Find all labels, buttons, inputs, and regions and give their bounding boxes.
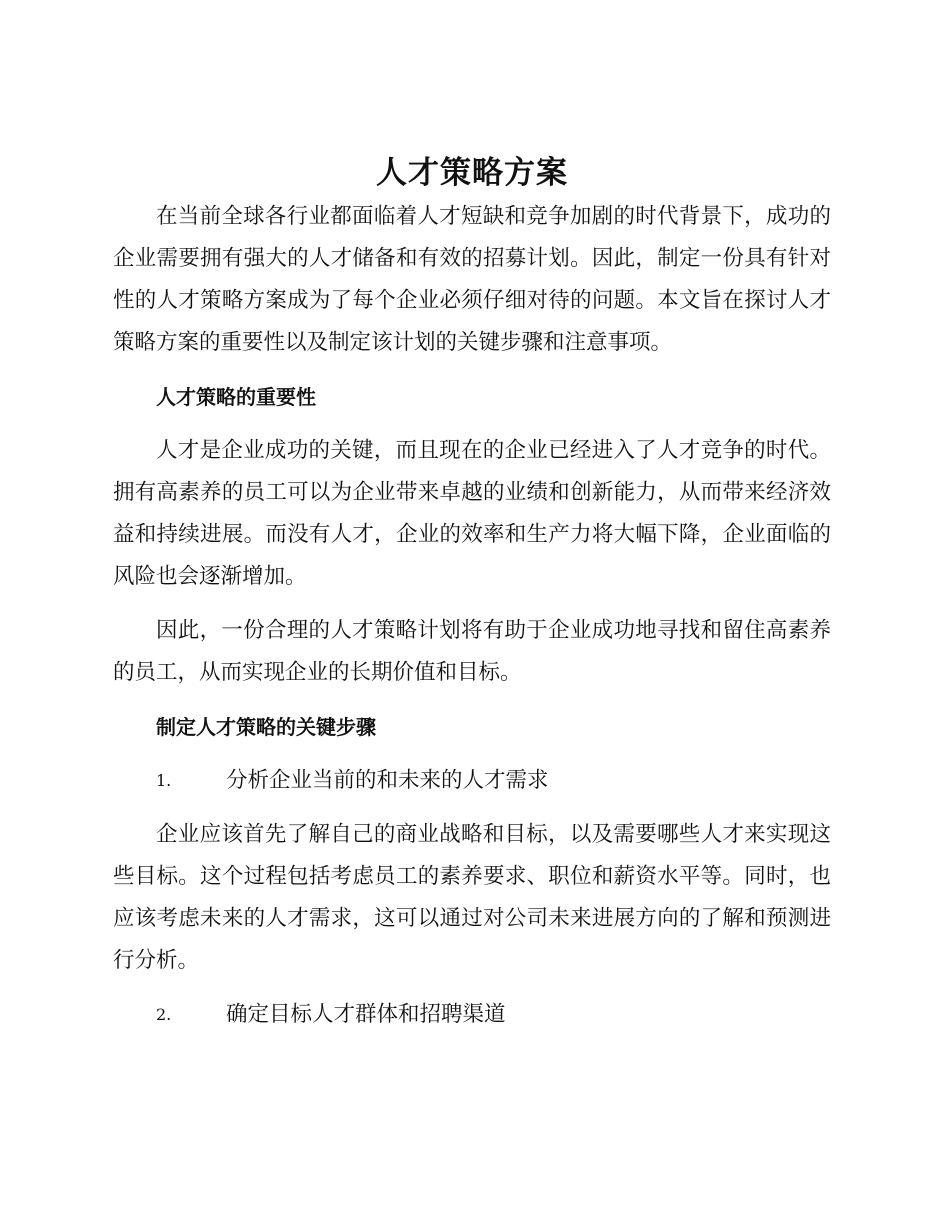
importance-paragraph-2: 因此，一份合理的人才策略计划将有助于企业成功地寻找和留住高素养的员工，从而实现企业的长期价值和目标。	[113, 618, 831, 685]
document-title: 人才策略方案	[376, 155, 568, 191]
importance-paragraph-1: 人才是企业成功的关键，而且现在的企业已经进入了人才竞争的时代。拥有高素养的员工可以为企业带来卓越的业绩和创新能力，从而带来经济效益和持续进展。而没有人才，企业的效率和生产力将大幅下降，企业面临的风险也会逐渐增加。	[113, 438, 831, 589]
list-item-text: 确定目标人才群体和招聘渠道	[226, 1002, 506, 1027]
intro-paragraph: 在当前全球各行业都面临着人才短缺和竞争加剧的时代背景下，成功的企业需要拥有强大的人才储备和有效的招募计划。因此，制定一份具有针对性的人才策略方案成为了每个企业必须仔细对待的问题。本文旨在探讨人才策略方案的重要性以及制定该计划的关键步骤和注意事项。	[113, 204, 831, 355]
section-heading-key-steps: 制定人才策略的关键步骤	[156, 715, 376, 739]
document-page	[113, 150, 831, 1036]
list-item	[113, 760, 831, 802]
list-item	[113, 994, 831, 1036]
step-1-paragraph: 企业应该首先了解自己的商业战略和目标，以及需要哪些人才来实现这些目标。这个过程包括考虑员工的素养要求、职位和薪资水平等。同时，也应该考虑未来的人才需求，这可以通过对公司未来进展方向的了解和预测进行分析。	[113, 822, 831, 973]
list-item-number: 2.	[156, 1005, 172, 1024]
list-item-number: 1.	[156, 771, 172, 790]
section-heading-importance: 人才策略的重要性	[156, 385, 316, 409]
list-item-text: 分析企业当前的和未来的人才需求	[226, 768, 549, 793]
